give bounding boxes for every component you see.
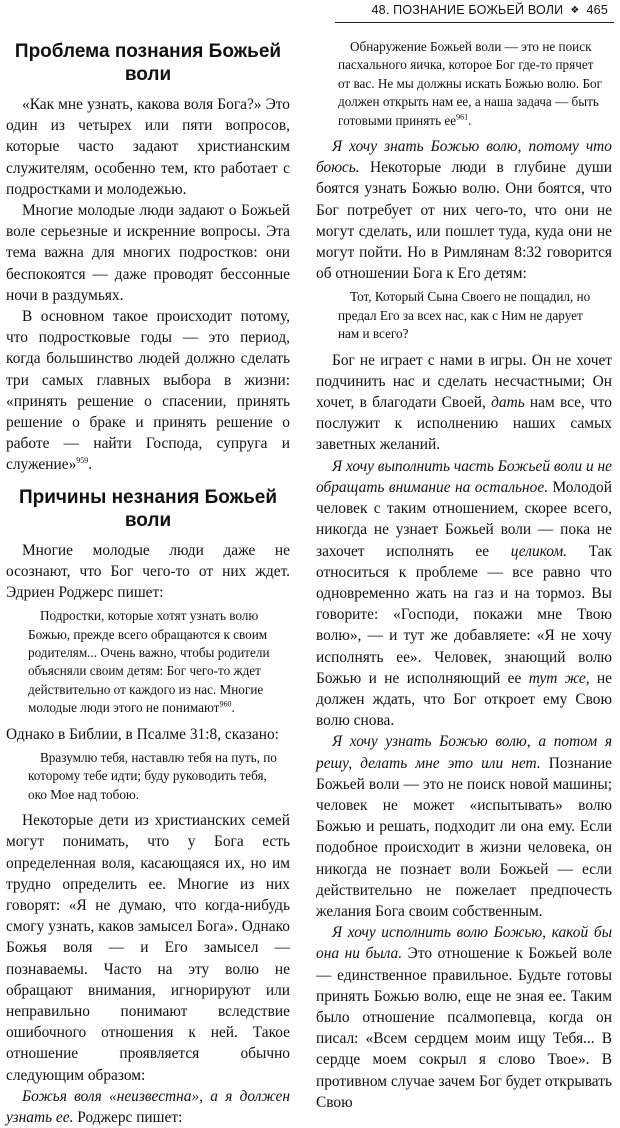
- paragraph: Многие молодые люди даже не осознают, что Бог чего-то от них ждет. Эдриен Роджерс пишет:: [6, 541, 290, 602]
- block-quote: Вразумлю тебя, наставлю тебя на путь, по которому тебе идти; буду руководить тебя, око Мое над тобою.: [28, 749, 277, 802]
- paragraph: Я хочу знать Божью волю, потому что боюсь. Некоторые люди в глубине души боятся узнать Божью волю. Они боятся, что Бог потребует от них чего-то, что они не могут сделать, или пошлет туда, куда они не могут пойти. Но в Римлянам 8:32 говорится об отношении Бога к Его детям:: [316, 138, 612, 283]
- paragraph: «Как мне узнать, какова воля Бога?» Это один из четырех или пяти вопросов, которые часто задают христианским служителям, особенно тем, кто работает с подростками и молодежью.: [6, 96, 290, 198]
- footnote-ref: 960: [219, 699, 232, 709]
- paragraph: Я хочу исполнить волю Божью, какой бы она ни была. Это отношение к Божьей воле — единственное правильное. Будьте готовы принять Божью волю, еще не зная ее. Таким было отношение псалмопевца, когда он писал: «Всем сердцем моим ищу Тебя... В сердце моем сокрыл я слово Твое». В противном случае зачем Бог будет открывать Свою: [316, 924, 612, 1111]
- section-heading-problem: Проблема познания Божьей воли: [14, 41, 282, 85]
- ornament-icon: ❖: [570, 4, 580, 16]
- footnote-ref: 959: [76, 456, 89, 466]
- paragraph: Бог не играет с нами в игры. Он не хочет подчинить нас и сделать несчастными; Он хочет, в благодати Своей, дать нам все, что послужит к исполнению наших самых заветных желаний.: [316, 351, 612, 454]
- paragraph: В основном такое происходит потому, что подростковые годы — это период, когда большинство людей должно сделать три самых главных выбора в жизни: «принять решение о спасении, принять решение о браке и принять решение о работе — найти Господа, супруга и служение»$^{959}$.: [6, 308, 290, 474]
- paragraph: Многие молодые люди задают о Божьей воле серьезные и искренние вопросы. Эта тема важна для многих подростков: они беспокоятся — даже проводят бессонные ночи в раздумьях.: [6, 202, 290, 304]
- paragraph: Я хочу узнать Божью волю, а потом я решу, делать мне это или нет. Познание Божьей воли — это не поиск новой машины; человек не может «испытывать» волю Божью и решать, подходит ли она ему. Если подобное происходит в жизни человека, он никогда не познает воли Божьей — если действительно не пожелает предпочесть желания Бога своим собственным.: [316, 733, 613, 920]
- block-quote: Подростки, которые хотят узнать волю Божью, прежде всего обращаются к своим родителям... Очень важно, чтобы родители объясняли своим детям: Бог чего-то ждет действительно от каждого из нас. Многие молодые люди этого не понимают$^{960}$.: [28, 608, 270, 716]
- right-column: [316, 38, 612, 1113]
- page-number: 465: [586, 3, 608, 17]
- block-quote: Обнаружение Божьей воли — это не поиск пасхального яичка, которое Бог где-то прячет от вас. Не мы должны искать Божью волю. Бог должен открыть нам ее, а наша задача — быть готовыми принять $ее^{961}$.: [338, 39, 603, 128]
- left-column: [6, 36, 290, 1128]
- block-quote: Тот, Который Сына Своего не пощадил, но предал Его за всех нас, как с Ним не дарует нам и всего?: [338, 289, 591, 342]
- header-rule: [335, 22, 614, 23]
- section-heading-reasons: Причины незнания Божьей воли: [18, 486, 278, 531]
- paragraph: Однако в Библии, в Псалме 31:8, сказано:: [6, 725, 279, 743]
- running-head: [372, 3, 608, 17]
- chapter-title: 48. ПОЗНАНИЕ БОЖЬЕЙ ВОЛИ: [371, 3, 564, 17]
- paragraph: Некоторые дети из христианских семей могут понимать, что у Бога есть определенная воля, касающаяся их, но им трудно определить ее. Многие из них говорят: «Я не думаю, что когда-нибудь смогу узнать, каков замысел Бога». Однако Божья воля — и Его замысел — познаваемы. Часто на эту волю не обращают внимания, игнорируют или неправильно понимают вследствие ошибочного отношения к ней. Такое отношение проявляется обычно следующим образом:: [6, 812, 290, 1084]
- paragraph: Божья воля «неизвестна», а я должен узнать ее. Роджерс пишет:: [6, 1087, 290, 1126]
- paragraph: Я хочу выполнить часть Божьей воли и не обращать внимание на остальное. Молодой человек с таким отношением, скорее всего, никогда не узнает Божьей воли — пока не захочет исполнять ее целиком. Так относиться к проблеме — все равно что одновременно жать на газ и на тормоз. Вы говорите: «Господи, покажи мне Твою волю», — и тут же добавляете: «Я не хочу исполнять ее». Человек, знающий волю Божью и не исполняющий ее тут же, не должен ждать, что Бог откроет ему Свою волю снова.: [316, 457, 612, 730]
- footnote-ref: 961: [456, 112, 469, 122]
